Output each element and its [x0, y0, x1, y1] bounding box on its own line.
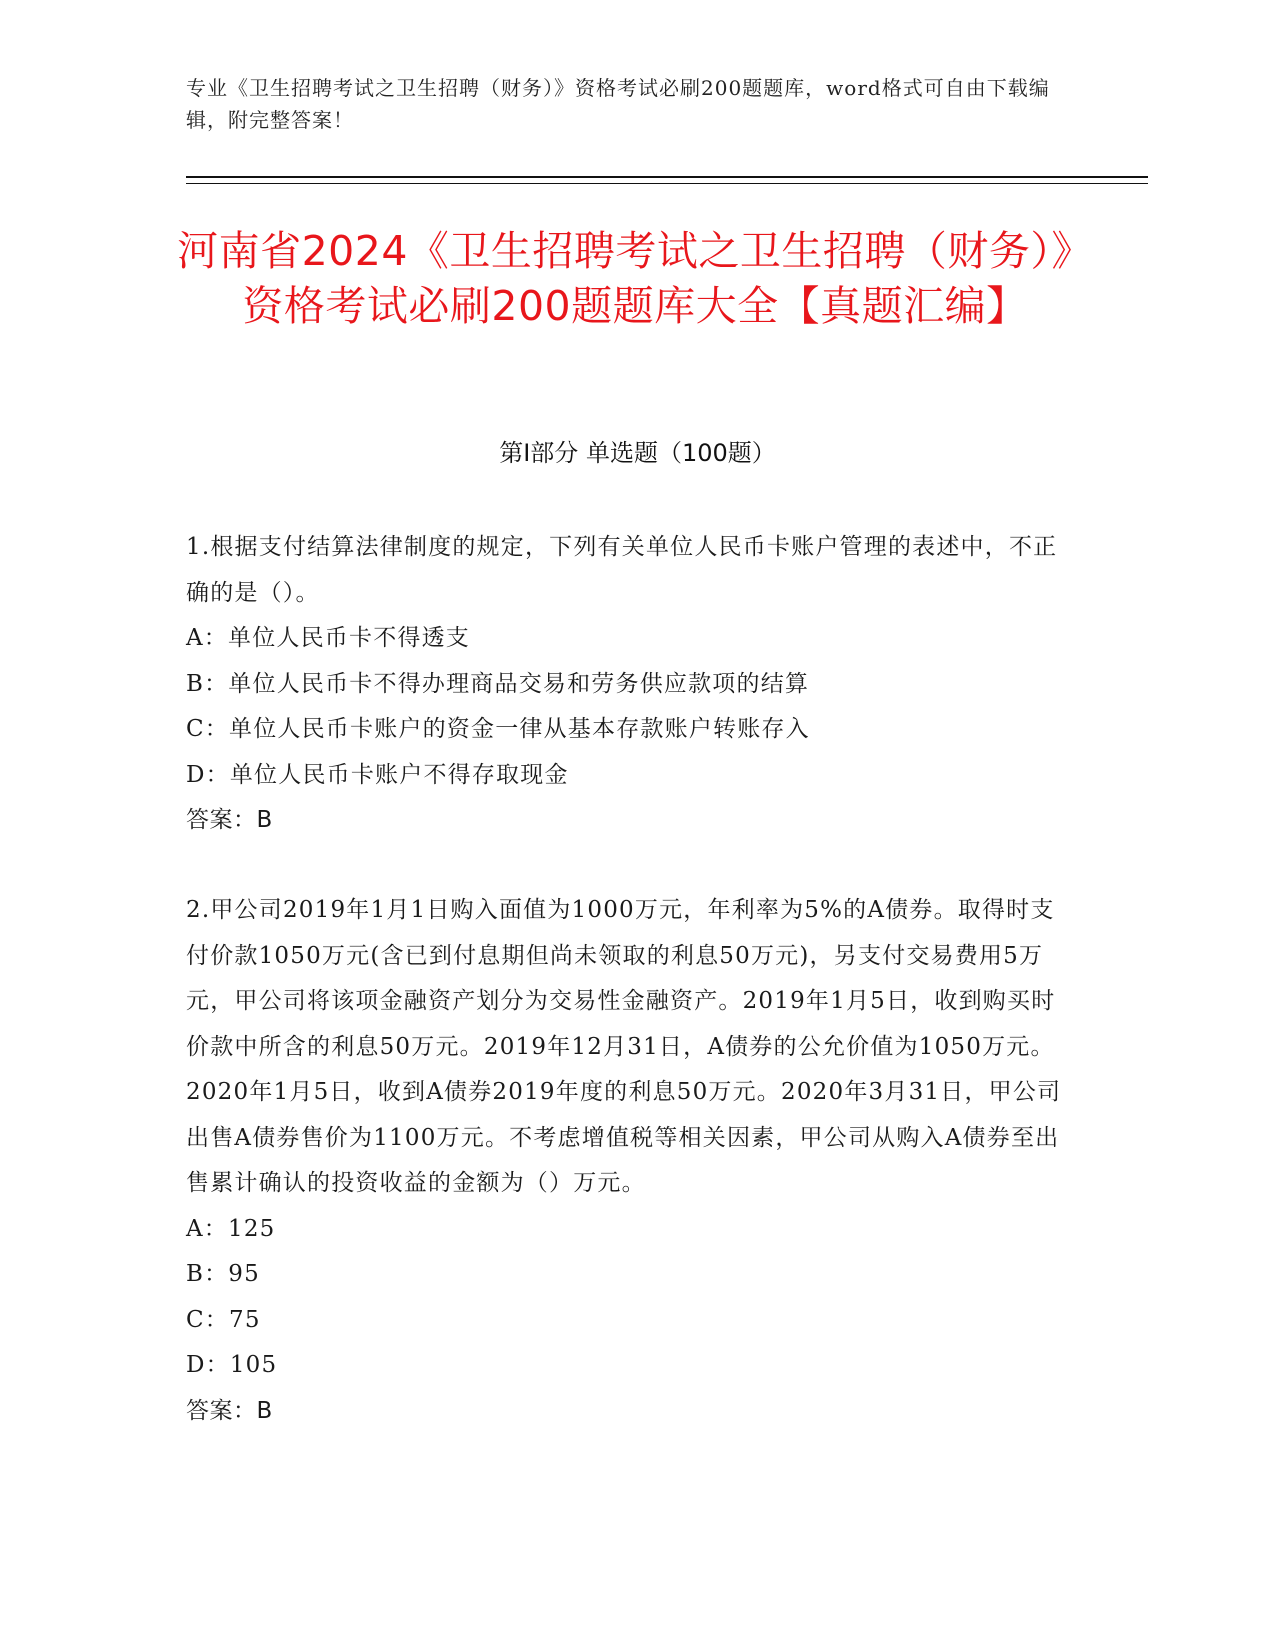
option-a: A：单位人民币卡不得透支	[186, 625, 471, 651]
document-title: 河南省2024《卫生招聘考试之卫生招聘（财务）》资格考试必刷200题题库大全【真题汇编】	[177, 227, 1093, 330]
header-divider-thin	[186, 183, 1148, 184]
answer-line: 答案：B	[186, 1397, 273, 1424]
option-b: B：95	[186, 1261, 260, 1287]
option-c: C：75	[186, 1306, 261, 1333]
answer-line: 答案：B	[186, 807, 273, 833]
question-1	[186, 525, 1076, 844]
option-d: D：105	[186, 1352, 278, 1378]
option-a: A：125	[186, 1215, 276, 1242]
question-stem: 2.甲公司2019年1月1日购入面值为1000万元，年利率为5%的A债券。取得时支付价款1050万元(含已到付息期但尚未领取的利息50万元)，另支付交易费用5万元，甲公司将该项金融资产划分为交易性金融资产。2019年1月5日，收到购买时价款中所含的利息50万元。2019年12月31日，A债券的公允价值为1050万元。2020年1月5日，收到A债券2019年度的利息50万元。2020年3月31日，甲公司出售A债券售价为1100万元。不考虑增值税等相关因素，甲公司从购入A债券至出售累计确认的投资收益的金额为（）万元。	[186, 897, 1062, 1196]
header-note: 专业《卫生招聘考试之卫生招聘（财务）》资格考试必刷200题题库，word格式可自由下载编辑，附完整答案！	[186, 76, 1050, 132]
question-2	[186, 888, 1076, 1434]
question-stem: 1.根据支付结算法律制度的规定，下列有关单位人民币卡账户管理的表述中，不正确的是（）。	[186, 534, 1058, 606]
option-c: C：单位人民币卡账户的资金一律从基本存款账户转账存入	[186, 716, 810, 742]
section-heading: 第I部分 单选题（100题）	[499, 439, 776, 467]
option-d: D：单位人民币卡账户不得存取现金	[186, 761, 569, 788]
option-b: B：单位人民币卡不得办理商品交易和劳务供应款项的结算	[186, 670, 810, 697]
header-divider-thick	[186, 176, 1148, 178]
